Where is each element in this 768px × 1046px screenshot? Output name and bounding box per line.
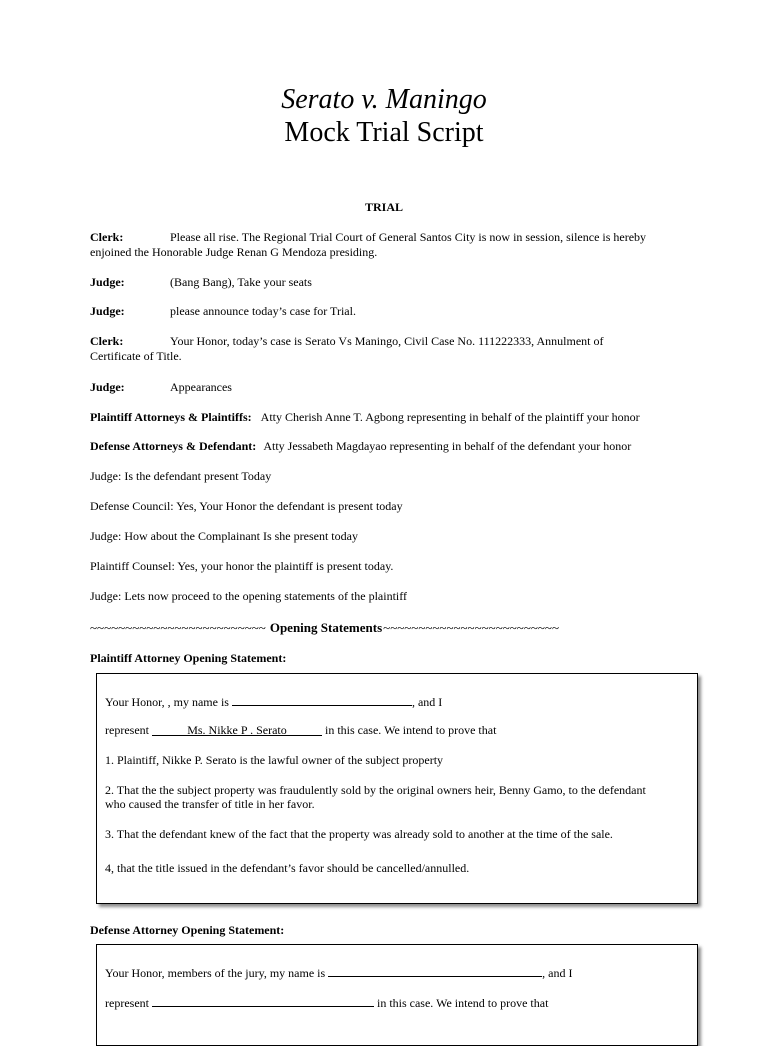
dialogue-text: Please all rise. The Regional Trial Court of General Santos City is now in session, silence is hereby	[170, 230, 647, 244]
plaintiff-statement-box	[96, 673, 698, 904]
case-title: Serato v. Maningo	[281, 84, 487, 115]
speaker-label: Defense Attorneys & Defendant:	[90, 439, 257, 453]
dialogue-line: Plaintiff Counsel: Yes, your honor the plaintiff is present today.	[90, 559, 394, 573]
name-blank[interactable]	[232, 693, 412, 706]
tilde-rule: ~~~~~~~~~~~~~~~~~~~~~~~~~	[90, 620, 266, 635]
dialogue-line	[90, 439, 631, 454]
speaker-label: Clerk:	[90, 230, 124, 244]
represent-tail: in this case. We intend to prove that	[376, 996, 549, 1010]
statement-intro	[105, 693, 442, 710]
dialogue-text: Appearances	[170, 380, 232, 394]
statement-represent	[105, 994, 548, 1011]
speaker-label: Judge:	[90, 304, 125, 318]
intro-tail: , and I	[411, 695, 443, 709]
statement-point: 3. That the defendant knew of the fact that the property was already sold to another at the time of the sale.	[105, 827, 613, 841]
intro-text: Your Honor, , my name is	[105, 695, 229, 709]
plaintiff-statement-heading: Plaintiff Attorney Opening Statement:	[90, 651, 287, 665]
opening-statements-label: Opening Statements	[269, 620, 383, 635]
opening-statements-divider	[90, 620, 559, 635]
defense-statement-box	[96, 944, 698, 1046]
speaker-label: Plaintiff Attorneys & Plaintiffs:	[90, 410, 252, 424]
dialogue-text: Atty Jessabeth Magdayao representing in behalf of the defendant your honor	[263, 439, 632, 453]
dialogue-line: Defense Council: Yes, Your Honor the defendant is present today	[90, 499, 403, 513]
dialogue-text: (Bang Bang), Take your seats	[170, 275, 312, 289]
speaker-label: Clerk:	[90, 334, 124, 348]
speaker-label: Judge:	[90, 380, 125, 394]
statement-represent	[105, 723, 496, 738]
dialogue-line: Judge: How about the Complainant Is she present today	[90, 529, 358, 543]
dialogue-text: Your Honor, today’s case is Serato Vs Maningo, Civil Case No. 111222333, Annulment of	[170, 334, 604, 348]
statement-point: 4, that the title issued in the defendant’s favor should be cancelled/annulled.	[105, 861, 470, 875]
dialogue-line	[90, 410, 640, 425]
represent-label: represent	[105, 723, 149, 737]
dialogue-continuation: enjoined the Honorable Judge Renan G Mendoza presiding.	[90, 245, 378, 259]
client-name-field[interactable]: Ms. Nikke P . Serato	[152, 723, 322, 736]
dialogue-line	[90, 334, 604, 349]
dialogue-text: Atty Cherish Anne T. Agbong representing in behalf of the plaintiff your honor	[260, 410, 640, 424]
dialogue-line: Judge: Is the defendant present Today	[90, 469, 272, 483]
defense-statement-heading: Defense Attorney Opening Statement:	[90, 923, 285, 937]
dialogue-line	[90, 304, 356, 319]
dialogue-line	[90, 230, 647, 245]
statement-point: 1. Plaintiff, Nikke P. Serato is the lawful owner of the subject property	[105, 753, 444, 767]
dialogue-line	[90, 275, 312, 290]
represent-label: represent	[105, 996, 149, 1010]
intro-text: Your Honor, members of the jury, my name is	[105, 966, 326, 980]
speaker-label: Judge:	[90, 275, 125, 289]
represent-tail: in this case. We intend to prove that	[324, 723, 497, 737]
statement-intro	[105, 964, 573, 981]
section-heading: TRIAL	[364, 200, 403, 214]
client-name-blank[interactable]	[152, 994, 374, 1007]
statement-point: 2. That the the subject property was fraudulently sold by the original owners heir, Benny Gamo, to the defendant	[105, 783, 646, 797]
statement-point-continuation: who caused the transfer of title in her favor.	[105, 797, 315, 811]
tilde-rule: ~~~~~~~~~~~~~~~~~~~~~~~~~	[383, 620, 559, 635]
intro-tail: , and I	[542, 966, 573, 980]
dialogue-text: please announce today’s case for Trial.	[170, 304, 356, 318]
dialogue-line	[90, 380, 232, 395]
dialogue-line: Judge: Lets now proceed to the opening statements of the plaintiff	[90, 589, 408, 603]
name-blank[interactable]	[328, 964, 542, 977]
dialogue-continuation: Certificate of Title.	[90, 349, 182, 363]
document-title: Mock Trial Script	[284, 117, 484, 148]
